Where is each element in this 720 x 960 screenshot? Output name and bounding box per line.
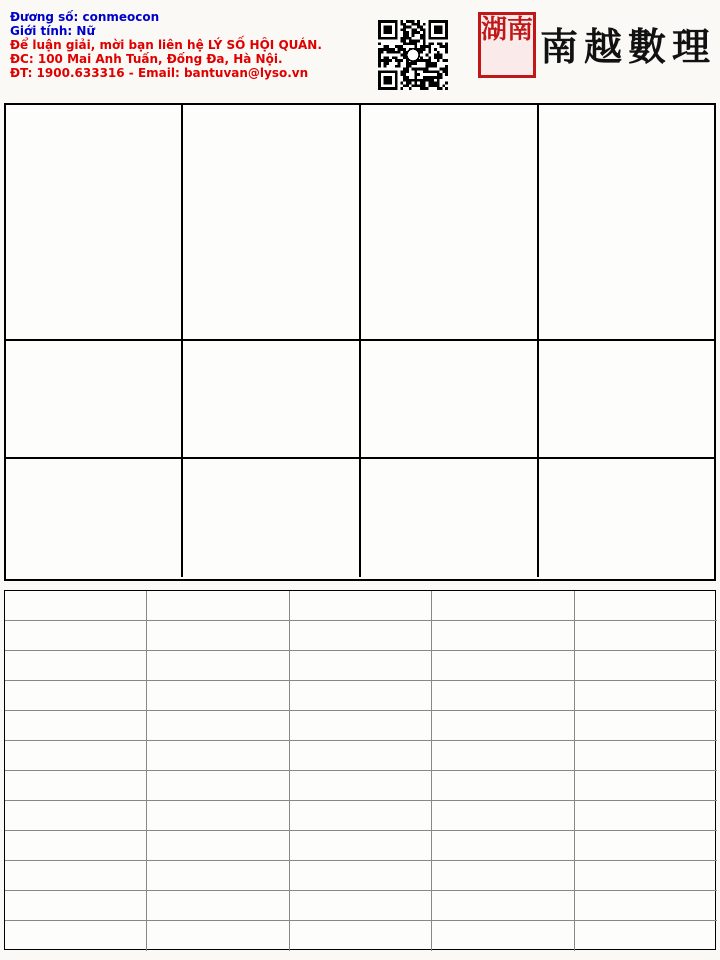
year-cell: [5, 861, 147, 891]
year-cell: [5, 831, 147, 861]
dai-van-4: [6, 459, 183, 577]
year-cell: [575, 771, 717, 801]
header-info: [10, 10, 340, 80]
year-cell: [290, 741, 432, 771]
year-cell: [432, 591, 574, 621]
year-cell: [5, 651, 147, 681]
year-cell: [5, 771, 147, 801]
year-cell: [290, 921, 432, 951]
year-cell: [147, 711, 289, 741]
year-cell: [575, 741, 717, 771]
year-cell: [290, 891, 432, 921]
qr-code-icon: [378, 20, 448, 90]
year-cell: [432, 891, 574, 921]
year-cell: [147, 831, 289, 861]
year-cell: [575, 711, 717, 741]
year-cell: [290, 591, 432, 621]
owner-name: Đương số: conmeocon: [10, 10, 160, 24]
annual-grid: [4, 590, 716, 950]
year-cell: [575, 831, 717, 861]
year-cell: [5, 891, 147, 921]
year-cell: [290, 621, 432, 651]
pillar-0: [6, 105, 183, 341]
year-cell: [290, 801, 432, 831]
year-cell: [432, 681, 574, 711]
year-cell: [432, 861, 574, 891]
year-cell: [432, 771, 574, 801]
contact-note: Để luận giải, mời bạn liên hệ LÝ SỐ HỘI QUÁN.: [10, 38, 322, 52]
year-cell: [575, 651, 717, 681]
gender: Giới tính: Nữ: [10, 24, 95, 38]
logo-text: 南越數理: [540, 24, 717, 69]
year-cell: [290, 681, 432, 711]
year-cell: [575, 621, 717, 651]
year-cell: [147, 861, 289, 891]
phone-email: ĐT: 1900.633316 - Email: bantuvan@lyso.vn: [10, 66, 309, 80]
year-cell: [147, 681, 289, 711]
year-cell: [575, 591, 717, 621]
dai-van-3: [539, 341, 714, 459]
dai-van-5: [183, 459, 361, 577]
year-cell: [147, 651, 289, 681]
year-cell: [290, 711, 432, 741]
pillar-1: [183, 105, 361, 341]
year-cell: [147, 801, 289, 831]
pillar-2: [361, 105, 539, 341]
red-seal-icon: 湖南: [478, 12, 536, 78]
year-cell: [432, 921, 574, 951]
pillar-3: [539, 105, 714, 341]
year-cell: [5, 711, 147, 741]
year-cell: [5, 681, 147, 711]
dai-van-2: [361, 341, 539, 459]
year-cell: [147, 591, 289, 621]
dai-van-1: [183, 341, 361, 459]
dai-van-6: [361, 459, 539, 577]
chart-grid: [4, 103, 716, 581]
year-cell: [5, 921, 147, 951]
year-cell: [290, 771, 432, 801]
year-cell: [290, 651, 432, 681]
year-cell: [290, 831, 432, 861]
year-cell: [290, 861, 432, 891]
year-cell: [5, 591, 147, 621]
year-cell: [432, 621, 574, 651]
year-cell: [432, 801, 574, 831]
year-cell: [147, 891, 289, 921]
year-cell: [5, 741, 147, 771]
year-cell: [432, 651, 574, 681]
year-cell: [575, 921, 717, 951]
year-cell: [575, 801, 717, 831]
year-cell: [432, 831, 574, 861]
year-cell: [147, 741, 289, 771]
year-cell: [5, 801, 147, 831]
year-cell: [575, 861, 717, 891]
brand-logo: [478, 12, 717, 82]
year-cell: [432, 711, 574, 741]
year-cell: [147, 771, 289, 801]
year-cell: [575, 891, 717, 921]
address: ĐC: 100 Mai Anh Tuấn, Đống Đa, Hà Nội.: [10, 52, 283, 66]
dai-van-7: [539, 459, 714, 577]
year-cell: [5, 621, 147, 651]
year-cell: [147, 621, 289, 651]
year-cell: [575, 681, 717, 711]
year-cell: [147, 921, 289, 951]
year-cell: [432, 741, 574, 771]
dai-van-0: [6, 341, 183, 459]
